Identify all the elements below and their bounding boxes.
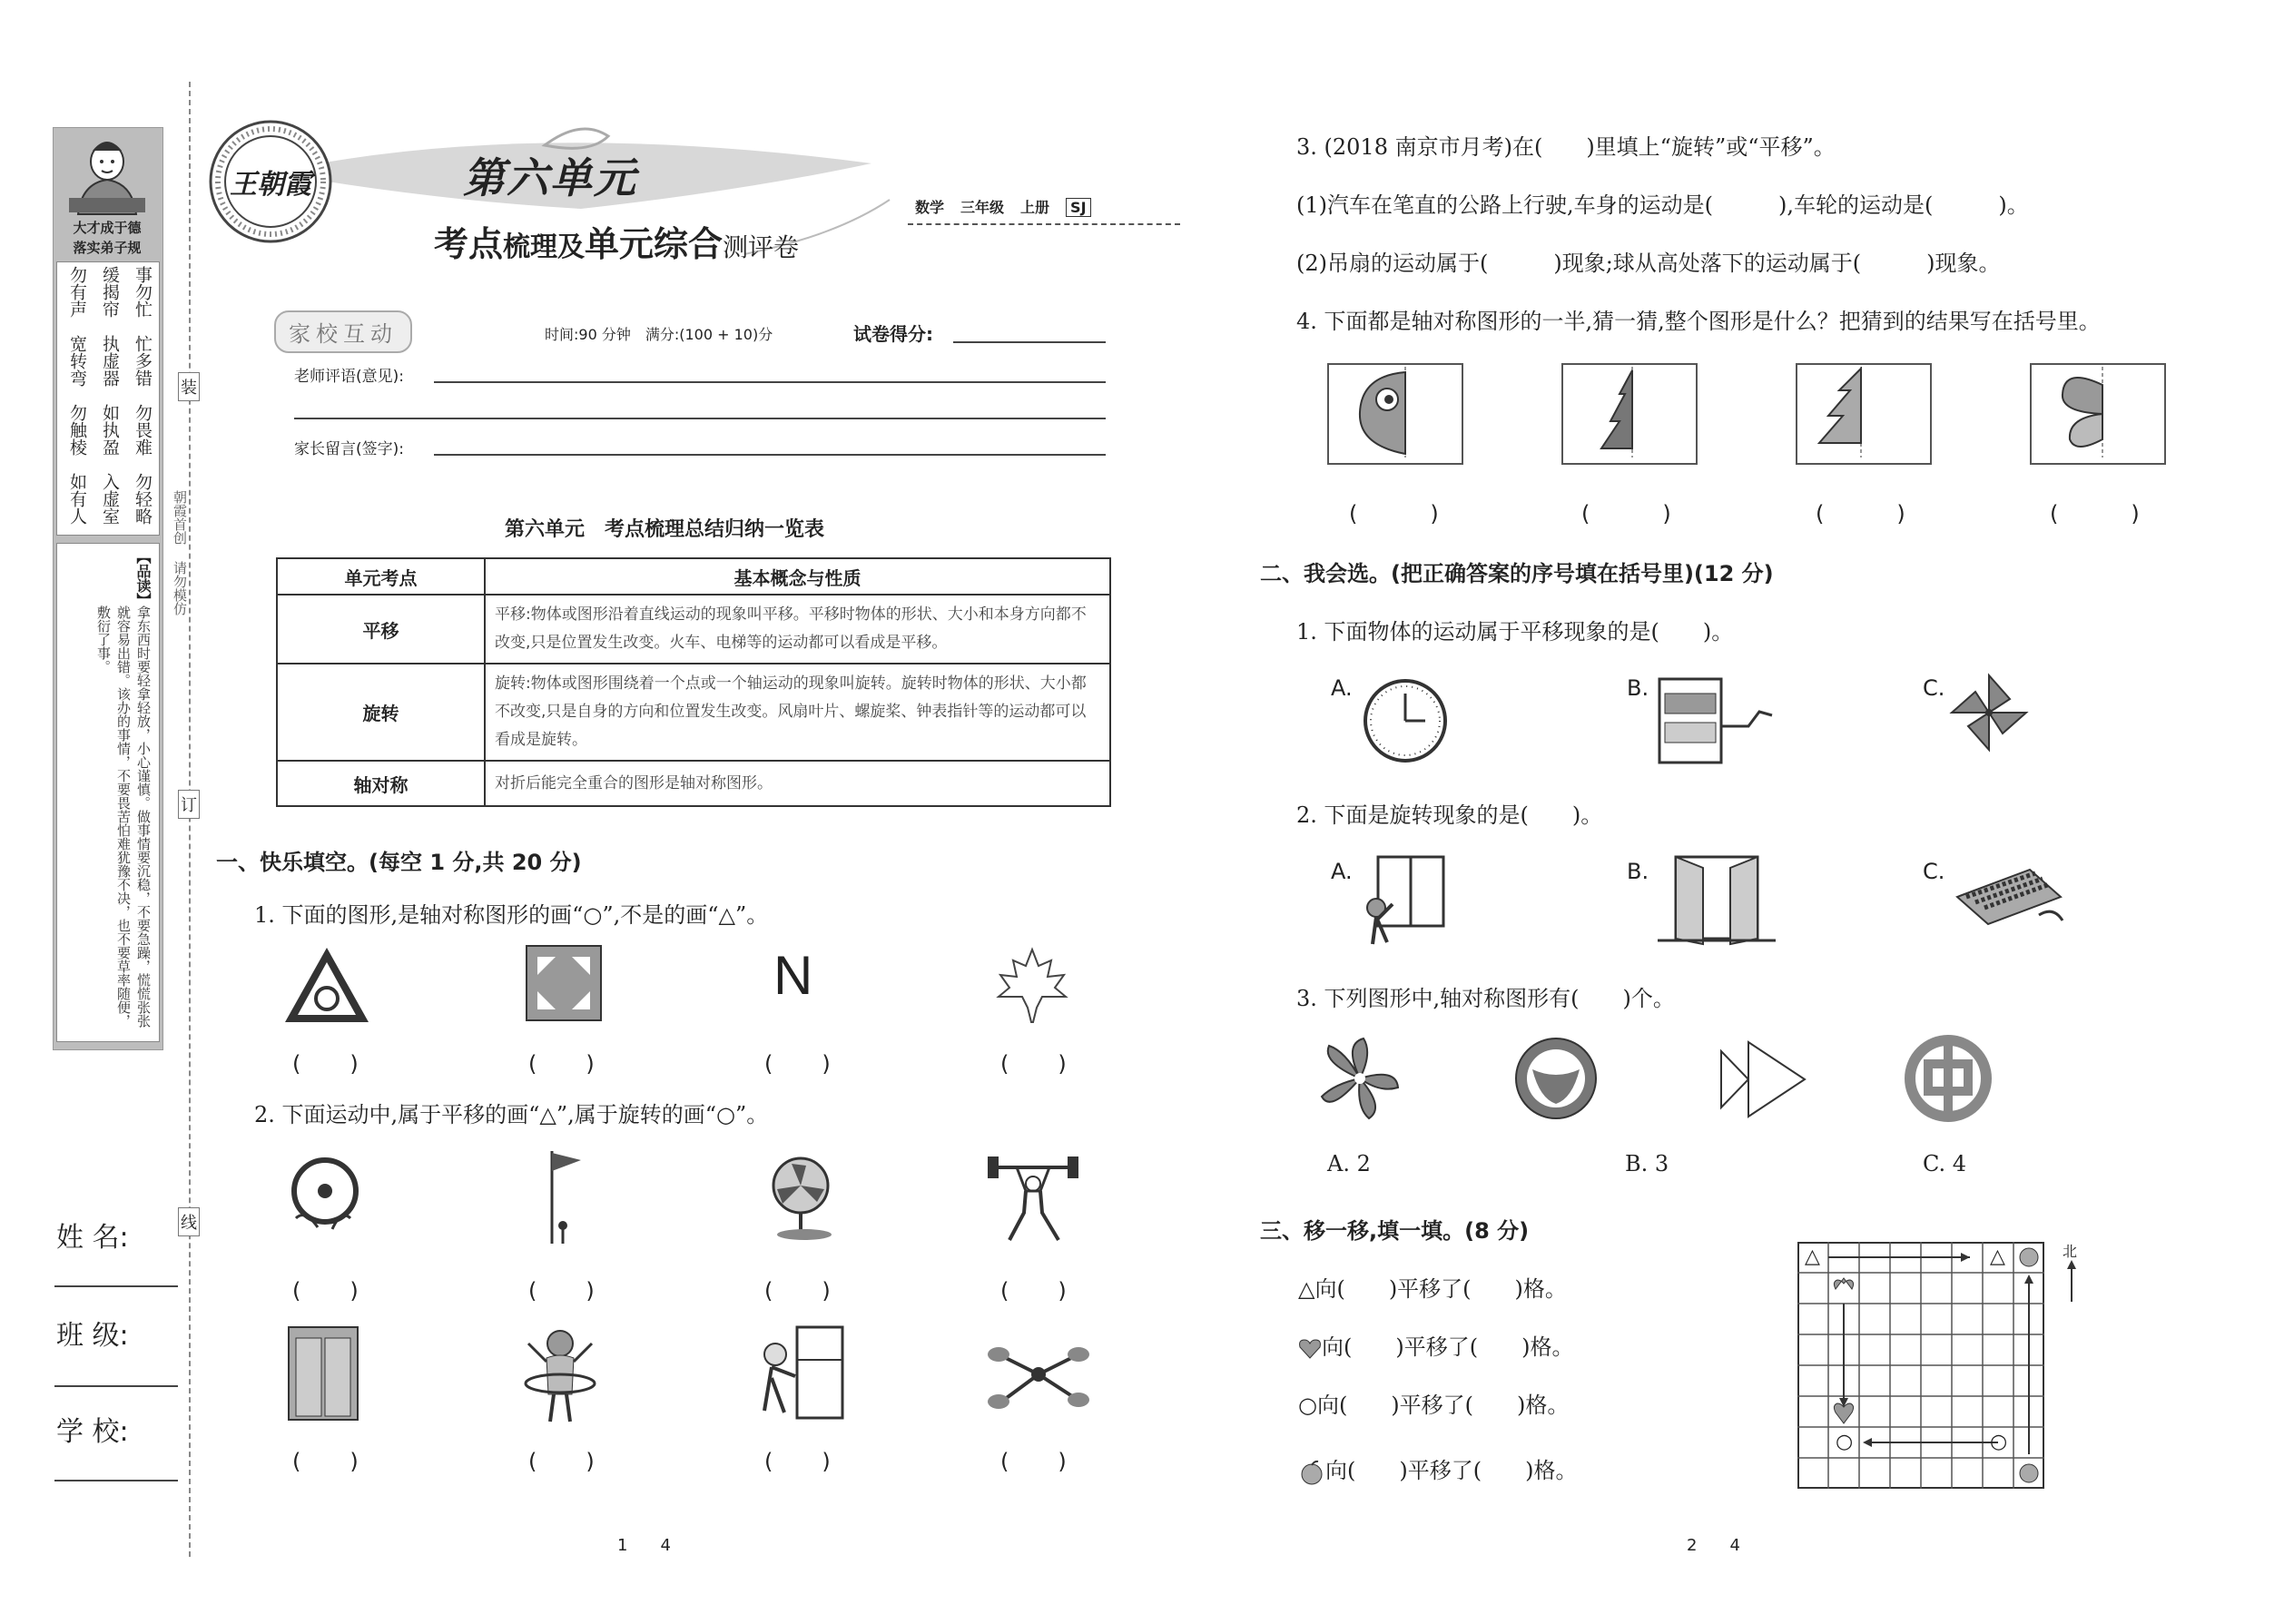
s2-question-2: 2. 下面是旋转现象的是( )。	[1296, 802, 1603, 828]
answer-paren[interactable]: ( )	[764, 1051, 832, 1077]
propeller-toy-icon	[984, 1329, 1093, 1420]
teacher-comment-line-1[interactable]	[434, 381, 1106, 383]
q3-part-1: (1)汽车在笔直的公路上行驶,车身的运动是( ),车轮的运动是( )。	[1296, 192, 2029, 218]
subtitle-d: 测评卷	[723, 232, 800, 262]
move-line-apple	[1298, 1452, 1577, 1485]
answer-paren[interactable]: ( )	[292, 1449, 360, 1474]
s2-question-1: 1. 下面物体的运动属于平移现象的是( )。	[1296, 619, 1734, 645]
bind-mark-3: 线	[178, 1207, 200, 1236]
meta-edition: SJ	[1066, 198, 1090, 217]
score-field[interactable]	[953, 341, 1106, 343]
summary-table	[276, 557, 1111, 807]
rule-3: 勿有声	[67, 266, 87, 318]
electric-fan-icon	[755, 1153, 855, 1244]
move-line-circle: ○向( )平移了( )格。	[1298, 1393, 1570, 1418]
rule-5: 执虚器	[100, 335, 120, 387]
hula-hoop-girl-icon	[519, 1325, 601, 1425]
unit-title: 第六单元	[463, 153, 637, 202]
right-page-number: 2 4	[1687, 1536, 1740, 1555]
bank-of-china-logo-icon	[1905, 1035, 1992, 1122]
half-pine-icon	[1814, 367, 1865, 458]
reading-text: 拿东西时要轻拿轻放，小心谨慎。做事情要沉稳，不要急躁，慌慌张张就容易出错。该办的事情，不要畏苦怕难犹豫不决，也不要草率随便，敷衍了事。	[95, 605, 152, 1028]
summary-title: 第六单元 考点梳理总结归纳一览表	[505, 518, 825, 541]
motto-top: 大才成于德	[73, 220, 142, 236]
grid-circle-end: ○	[1836, 1431, 1854, 1453]
half-owl-icon	[1353, 367, 1407, 458]
rule-11: 入虚室	[100, 473, 120, 525]
clock-icon	[1362, 677, 1449, 764]
table-header-row	[277, 558, 1110, 595]
move-line-heart	[1298, 1329, 1573, 1361]
school-field[interactable]	[54, 1480, 178, 1481]
header-meta	[915, 196, 1091, 217]
option-a-label: A.	[1331, 859, 1353, 884]
home-school-badge: 家校互动	[274, 310, 412, 353]
elevator-door-icon	[287, 1325, 359, 1422]
q3-option-a: A. 2	[1327, 1151, 1371, 1176]
q3-option-b: B. 3	[1625, 1151, 1669, 1176]
table-key-cell: 平移	[277, 595, 485, 664]
green-food-logo-icon	[1512, 1035, 1600, 1122]
apple-line-text: 向( )平移了( )格。	[1325, 1458, 1578, 1483]
section1-title: 一、快乐填空。(每空 1 分,共 20 分)	[216, 850, 582, 875]
north-arrow-icon	[2064, 1258, 2079, 1304]
table-header-cell: 基本概念与性质	[485, 558, 1110, 595]
school-label: 学 校:	[56, 1416, 129, 1448]
logo-text: 王朝霞	[230, 169, 311, 201]
flag-raising-icon	[525, 1147, 597, 1247]
answer-paren[interactable]: ( )	[1000, 1051, 1068, 1077]
table-key-cell: 旋转	[277, 664, 485, 761]
rule-8: 如执盈	[100, 404, 120, 456]
table-row	[277, 664, 1110, 761]
square-arrows-icon	[525, 944, 603, 1022]
letter-n-shape: N	[773, 945, 813, 1006]
apple-icon	[1298, 1460, 1325, 1485]
pinwheel-icon	[1948, 672, 2030, 753]
q4-prompt: 4. 下面都是轴对称图形的一半,猜一猜,整个图形是什么？把猜到的结果写在括号里。	[1296, 309, 2101, 334]
drawer-pull-icon	[1658, 675, 1776, 766]
move-line-triangle: △向( )平移了( )格。	[1298, 1276, 1567, 1302]
answer-paren[interactable]: ( )	[2050, 501, 2141, 527]
roundabout-sign-icon	[281, 944, 372, 1026]
binding-line	[189, 82, 191, 1557]
copyright-note: 朝霞首创 请勿模仿	[172, 490, 188, 615]
answer-paren[interactable]: ( )	[292, 1278, 360, 1304]
score-label: 试卷得分:	[853, 323, 933, 345]
double-triangle-icon	[1712, 1038, 1812, 1120]
q3-prompt: 3. (2018 南京市月考)在( )里填上“旋转”或“平移”。	[1296, 134, 1836, 160]
test-subtitle	[434, 216, 799, 266]
answer-paren[interactable]: ( )	[528, 1051, 596, 1077]
table-row	[277, 595, 1110, 664]
rule-2: 缓揭帘	[100, 266, 120, 318]
parent-comment-label: 家长留言(签字):	[294, 440, 404, 458]
rule-4: 忙多错	[133, 335, 153, 387]
s1-question-2: 2. 下面运动中,属于平移的画“△”,属于旋转的画“○”。	[254, 1102, 769, 1127]
bauhinia-flower-icon	[1316, 1035, 1403, 1122]
answer-paren[interactable]: ( )	[528, 1278, 596, 1304]
rule-1: 事勿忙	[133, 266, 153, 318]
option-c-label: C.	[1923, 675, 1945, 701]
answer-paren[interactable]: ( )	[764, 1278, 832, 1304]
table-key-cell: 轴对称	[277, 761, 485, 806]
rule-10: 勿轻略	[133, 473, 153, 525]
grid-triangle-start: △	[1805, 1245, 1820, 1268]
sliding-window-icon	[1362, 853, 1449, 948]
boy-figure-icon	[60, 134, 154, 216]
class-field[interactable]	[54, 1385, 178, 1387]
steering-wheel-icon	[278, 1155, 369, 1236]
meta-grade: 三年级	[960, 199, 1005, 216]
answer-paren[interactable]: ( )	[764, 1449, 832, 1474]
half-butterfly-icon	[2055, 367, 2106, 458]
half-tree-icon	[1592, 367, 1638, 458]
answer-paren[interactable]: ( )	[528, 1449, 596, 1474]
rule-6: 宽转弯	[67, 335, 87, 387]
table-header-cell: 单元考点	[277, 558, 485, 595]
motto-sub: 落实弟子规	[73, 240, 142, 256]
meta-volume: 上册	[1020, 199, 1050, 216]
answer-paren[interactable]: ( )	[1581, 501, 1673, 527]
reading-label: 【品读】	[134, 549, 152, 607]
name-field[interactable]	[54, 1285, 178, 1287]
answer-paren[interactable]: ( )	[1000, 1278, 1068, 1304]
reading-box	[56, 543, 160, 1042]
q3-part-2: (2)吊扇的运动属于( )现象;球从高处落下的运动属于( )现象。	[1296, 251, 2001, 276]
table-row	[277, 761, 1110, 806]
rule-9: 勿触棱	[67, 404, 87, 456]
time-info: 时间:90 分钟 满分:(100 + 10)分	[545, 326, 773, 343]
teacher-comment-line-2[interactable]	[294, 418, 1106, 419]
option-b-label: B.	[1627, 675, 1649, 701]
parent-comment-line[interactable]	[434, 454, 1106, 456]
answer-paren[interactable]: ( )	[1000, 1449, 1068, 1474]
heart-line-text: 向( )平移了( )格。	[1322, 1334, 1574, 1360]
section2-title: 二、我会选。(把正确答案的序号填在括号里)(12 分)	[1260, 561, 1774, 586]
option-c-label: C.	[1923, 859, 1945, 884]
s1-question-1: 1. 下面的图形,是轴对称图形的画“○”,不是的画“△”。	[254, 902, 769, 928]
s2-question-3: 3. 下列图形中,轴对称图形有( )个。	[1296, 986, 1675, 1011]
header-divider	[908, 223, 1180, 225]
heart-icon	[1298, 1338, 1322, 1360]
meta-subject: 数学	[915, 199, 945, 216]
rule-7: 勿畏难	[133, 404, 153, 456]
subtitle-a: 考点	[434, 224, 504, 264]
option-b-label: B.	[1627, 859, 1649, 884]
subtitle-b: 梳理及	[503, 231, 586, 263]
bind-mark-2: 订	[178, 790, 200, 819]
maple-leaf-icon	[991, 944, 1073, 1026]
left-page-number: 1 4	[617, 1536, 671, 1555]
grid-triangle-end: △	[1990, 1245, 2005, 1268]
table-value-cell: 对折后能完全重合的图形是轴对称图形。	[485, 761, 1110, 806]
swing-door-icon	[1658, 853, 1776, 948]
teacher-comment-label: 老师评语(意见):	[294, 368, 404, 386]
q3-option-c: C. 4	[1923, 1151, 1967, 1176]
push-fridge-icon	[752, 1324, 852, 1423]
answer-paren[interactable]: ( )	[1816, 501, 1907, 527]
abacus-icon	[1948, 861, 2066, 942]
section3-title: 三、移一移,填一填。(8 分)	[1260, 1218, 1530, 1244]
grid-circle-start: ○	[1990, 1431, 2008, 1453]
motto-rules	[56, 261, 160, 536]
rule-12: 如有人	[67, 473, 87, 525]
table-value-cell: 平移:物体或图形沿着直线运动的现象叫平移。平移时物体的形状、大小和本身方向都不改变,只是位置发生改变。火车、电梯等的运动都可以看成是平移。	[485, 595, 1110, 664]
north-label: 北	[2063, 1243, 2078, 1260]
answer-paren[interactable]: ( )	[1349, 501, 1441, 527]
option-a-label: A.	[1331, 675, 1353, 701]
table-value-cell: 旋转:物体或图形围绕着一个点或一个轴运动的现象叫旋转。旋转时物体的形状、大小都不改变,只是自身的方向和位置发生改变。风扇叶片、螺旋桨、钟表指针等的运动都可以看成是旋转。	[485, 664, 1110, 761]
name-label: 姓 名:	[56, 1222, 129, 1254]
bind-mark-1: 装	[178, 372, 200, 401]
subtitle-c: 单元综合	[585, 224, 724, 264]
weightlifter-icon	[984, 1149, 1084, 1244]
class-label: 班 级:	[56, 1320, 129, 1352]
answer-paren[interactable]: ( )	[292, 1051, 360, 1077]
